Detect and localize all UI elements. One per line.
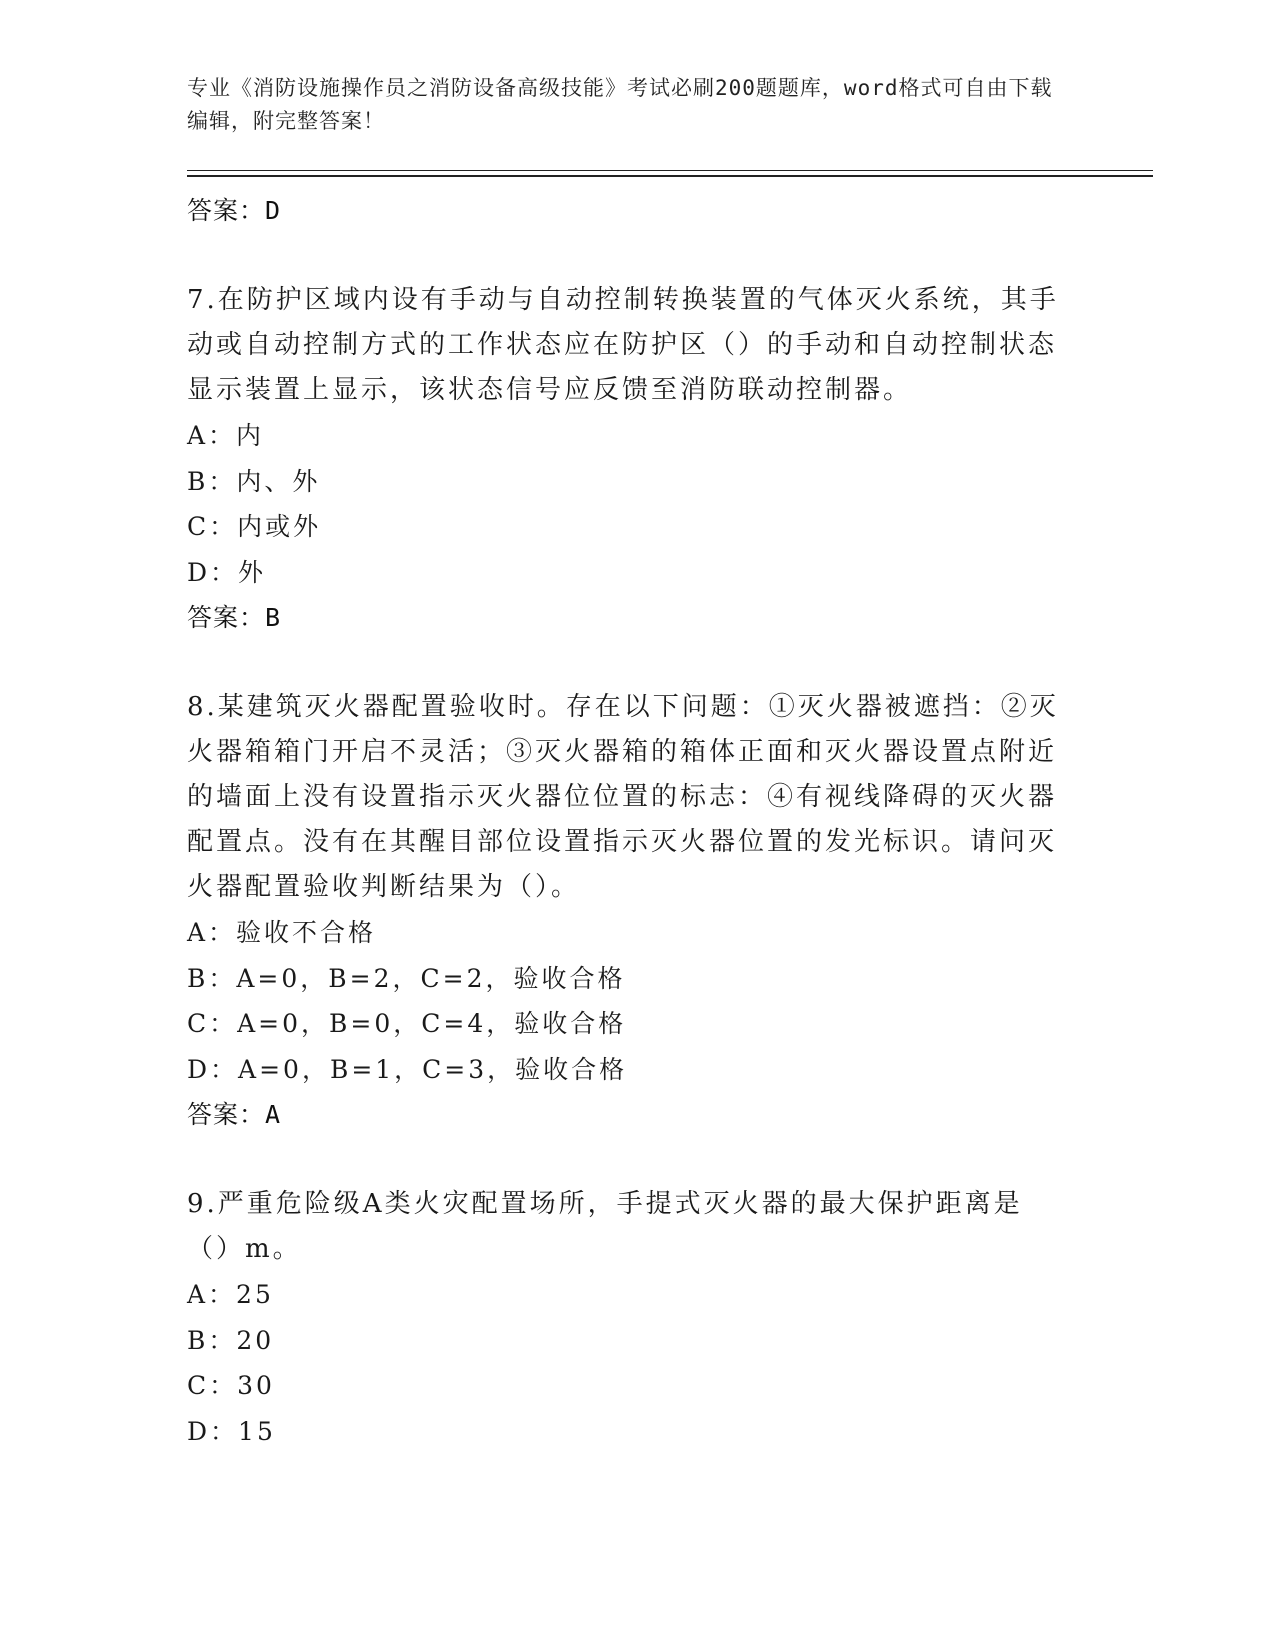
question-block-9: [187, 1182, 1067, 1454]
spacer: [187, 641, 1067, 685]
option-a: A：内: [187, 421, 265, 450]
question-list: [187, 188, 1067, 1454]
page-header: 专业《消防设施操作员之消防设备高级技能》考试必刷200题题库，word格式可自由下载编辑，附完整答案！: [187, 76, 1053, 133]
question-block-8: [187, 685, 1067, 1138]
question-stem: 9.严重危险级A类火灾配置场所，手提式灭火器的最大保护距离是（）m。: [187, 1189, 1023, 1264]
answer-line: 答案：A: [187, 1100, 282, 1129]
option-c: C：内或外: [187, 512, 322, 541]
header-divider-thin: [187, 170, 1153, 171]
question-stem: 7.在防护区域内设有手动与自动控制转换装置的气体灭火系统，其手动或自动控制方式的工作状态应在防护区（）的手动和自动控制状态显示装置上显示，该状态信号应反馈至消防联动控制器。: [187, 285, 1059, 405]
option-b: B：20: [187, 1325, 275, 1355]
spacer: [187, 234, 1067, 278]
option-a: A：验收不合格: [187, 918, 377, 947]
option-d: D：外: [187, 557, 267, 587]
option-c: C：30: [187, 1371, 275, 1400]
spacer: [187, 1138, 1067, 1182]
option-d: D：A=0，B=1，C=3，验收合格: [187, 1054, 628, 1084]
option-b: B：内、外: [187, 466, 321, 496]
answer-line-prev: 答案：D: [187, 196, 282, 225]
option-c: C：A=0，B=0，C=4，验收合格: [187, 1009, 627, 1038]
option-a: A：25: [187, 1280, 274, 1309]
answer-line: 答案：B: [187, 603, 282, 632]
header-divider-thick: [187, 175, 1153, 177]
question-block-7: [187, 278, 1067, 641]
question-stem: 8.某建筑灭火器配置验收时。存在以下问题：①灭火器被遮挡：②灭火器箱箱门开启不灵活；③灭火器箱的箱体正面和灭火器设置点附近的墙面上没有设置指示灭火器位位置的标志：④有视线降碍的灭火器配置点。没有在其醒目部位设置指示灭火器位置的发光标识。请问灭火器配置验收判断结果为（）。: [187, 692, 1059, 902]
option-d: D：15: [187, 1416, 276, 1446]
option-b: B：A=0，B=2，C=2，验收合格: [187, 963, 626, 993]
